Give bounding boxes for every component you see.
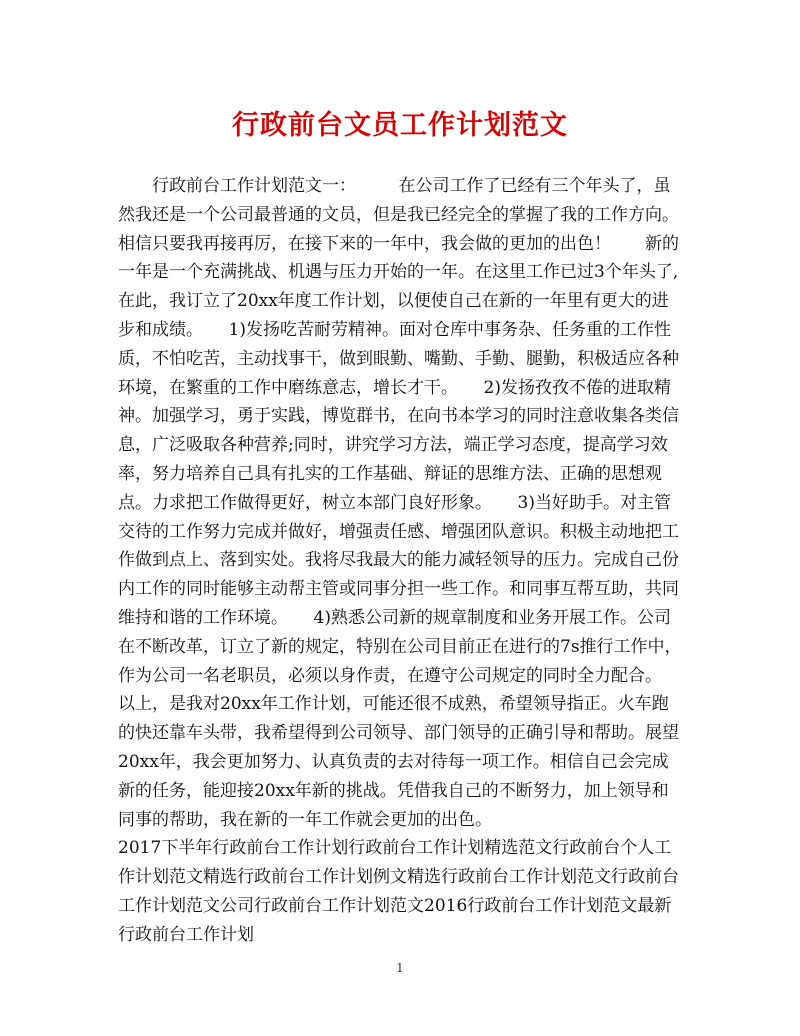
related-articles-paragraph: 2017下半年行政前台工作计划行政前台工作计划精选范文行政前台个人工作计划范文精选行政前台工作计划例文精选行政前台工作计划范文行政前台工作计划范文公司行政前台工作计划范文2016行政前台工作计划范文最新行政前台工作计划 — [118, 838, 679, 945]
document-body — [118, 172, 688, 950]
document-title: 行政前台文员工作计划范文 — [232, 110, 568, 141]
page-number: 1 — [396, 961, 404, 975]
main-paragraph: 行政前台工作计划范文一： 在公司工作了已经有三个年头了，虽然我还是一个公司最普通的文员，但是我已经完全的掌握了我的工作方向。相信只要我再接再厉，在接下来的一年中，我会做的更加的出色！ 新的一年是一个充满挑战、机遇与压力开始的一年。在这里工作已过3个年头了,在此，我订立了20xx年度工作计划，以便使自己在新的一年里有更大的进步和成绩。 1)发扬吃苦耐劳精神。面对仓库中事务杂、任务重的工作性质，不怕吃苦，主动找事干，做到眼勤、嘴勤、手勤、腿勤，积极适应各种环境，在繁重的工作中磨练意志，增长才干。 2)发扬孜孜不倦的进取精神。加强学习，勇于实践，博览群书，在向书本学习的同时注意收集各类信息，广泛吸取各种营养;同时，讲究学习方法，端正学习态度，提高学习效率，努力培养自己具有扎实的工作基础、辩证的思维方法、正确的思想观点。力求把工作做得更好，树立本部门良好形象。 3)当好助手。对主管交待的工作努力完成并做好，增强责任感、增强团队意识。积极主动地把工作做到点上、落到实处。我将尽我最大的能力减轻领导的压力。完成自己份内工作的同时能够主动帮主管或同事分担一些工作。和同事互帮互助，共同维持和谐的工作环境。 4)熟悉公司新的规章制度和业务开展工作。公司在不断改革，订立了新的规定，特别在公司目前正在进行的7s推行工作中，作为公司一名老职员，必须以身作责，在遵守公司规定的同时全力配合。 以上，是我对20xx年工作计划，可能还很不成熟，希望领导指正。火车跑的快还靠车头带，我希望得到公司领导、部门领导的正确引导和帮助。展望20xx年，我会更加努力、认真负责的去对待每一项工作。相信自己会完成新的任务，能迎接20xx年新的挑战。凭借我自己的不断努力，加上领导和同事的帮助，我在新的一年工作就会更加的出色。 — [118, 176, 688, 830]
